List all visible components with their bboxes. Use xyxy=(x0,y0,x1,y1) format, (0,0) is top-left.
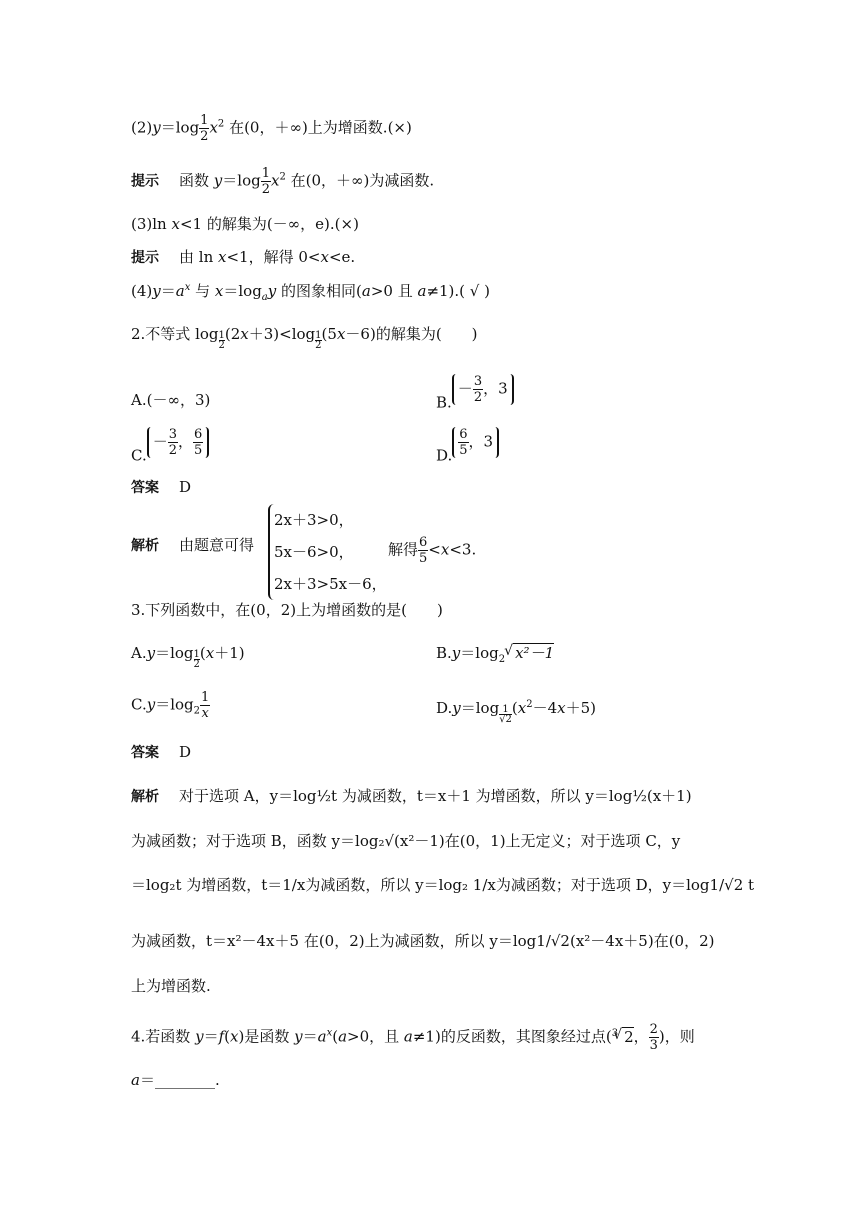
fraction: $\frac{1}{2}$ xyxy=(261,166,270,197)
item-2: (2)y＝log $\frac{1}{2}$ $x^2$ 在(0，＋∞)上为增函数.(×) xyxy=(131,113,412,144)
interval-bracket: $\frac{6}{5}$ ，3 xyxy=(452,427,499,458)
item-4: $(4)y=a^x$ 与 $x=\log_ay$ 的图象相同(a>0 且 a≠1).( √ ) xyxy=(131,282,490,303)
option-c: C.－ $\frac{3}{2}$ ， $\frac{6}{5}$ xyxy=(131,427,209,466)
analysis-3-line-1: 解析 对于选项 A，y＝log½t 为减函数，t＝x＋1 为增函数，所以 y＝log½(x＋1) xyxy=(131,787,692,805)
option-a: A.y＝log $\frac{1}{2}$ (x＋1) xyxy=(131,644,245,670)
analysis-2-result: 解得 $\frac{6}{5}$ <x<3. xyxy=(388,535,477,566)
option-d: D. $\frac{6}{5}$ ，3 xyxy=(436,427,499,466)
analysis-3-line-4: 为减函数，t＝x²－4x＋5 在(0，2)上为减函数，所以 y＝log1/√2(x²－4x＋5)在(0，2) xyxy=(131,932,715,950)
option-a: A.(－∞，3) xyxy=(131,391,211,409)
option-b: $B.y=\log_2√$ x²－1 xyxy=(436,643,554,663)
radical: √ x²－1 xyxy=(513,643,554,662)
fraction: $\frac{1}{2}$ xyxy=(200,113,209,144)
answer-3: 答案 D xyxy=(131,743,192,761)
answer-2: 答案 D xyxy=(131,478,192,496)
analysis-3-line-2: 为减函数；对于选项 B，函数 y＝log₂√(x²－1)在(0，1)上无定义；对于选项 C，y xyxy=(131,832,681,850)
cube-root: √ 2 xyxy=(622,1027,634,1046)
question-2-stem: 2.不等式 log $\frac{1}{2}$ (2x＋3)<log $\frac{1}{2}$ (5x－6)的解集为( ) xyxy=(131,325,478,351)
sub-fraction: $\frac{1}{2}$ xyxy=(315,330,322,351)
item-3: (3)ln x<1 的解集为(－∞，e).(×) xyxy=(131,215,359,233)
option-b: B.－ $\frac{3}{2}$ ，3 xyxy=(436,374,514,413)
option-c: $C.y=\log_2$ $\frac{1}{x}$ xyxy=(131,690,210,721)
question-4-line-1: 4.若函数 y＝f(x)是函数 $y=a^x(a>0$，且 a≠1)的反函数，其图象经过点($^3$√ 2， $\frac{2}{3}$ )，则 xyxy=(131,1022,695,1053)
hint-2: 提示 函数 y＝log $\frac{1}{2}$ $x^2$ 在(0，＋∞)为减函数. xyxy=(131,166,435,197)
sub-fraction: $\frac{1}{2}$ xyxy=(218,330,225,351)
hint-3: 提示 由 ln x<1，解得 0<x<e. xyxy=(131,248,356,266)
analysis-3-line-5: 上为增函数. xyxy=(131,977,211,995)
interval-bracket: － $\frac{3}{2}$ ， $\frac{6}{5}$ xyxy=(147,427,210,458)
analysis-3-line-3: ＝log₂t 为增函数，t＝1/x为减函数，所以 y＝log₂ 1/x为减函数；对于选项 D，y＝log1/√2 t xyxy=(131,876,755,894)
question-3-stem: 3.下列函数中，在(0，2)上为增函数的是( ) xyxy=(131,601,443,619)
option-d: D.y＝log $\frac{1}{√2}$ $(x^2-4x+5)$ xyxy=(436,699,597,725)
analysis-2: 解析 由题意可得 xyxy=(131,536,255,554)
question-4-line-2: a＝________. xyxy=(131,1071,220,1089)
inequality-system: 2x＋3>0， 5x－6>0， 2x＋3>5x－6， xyxy=(268,504,387,600)
interval-bracket: － $\frac{3}{2}$ ，3 xyxy=(452,374,514,405)
